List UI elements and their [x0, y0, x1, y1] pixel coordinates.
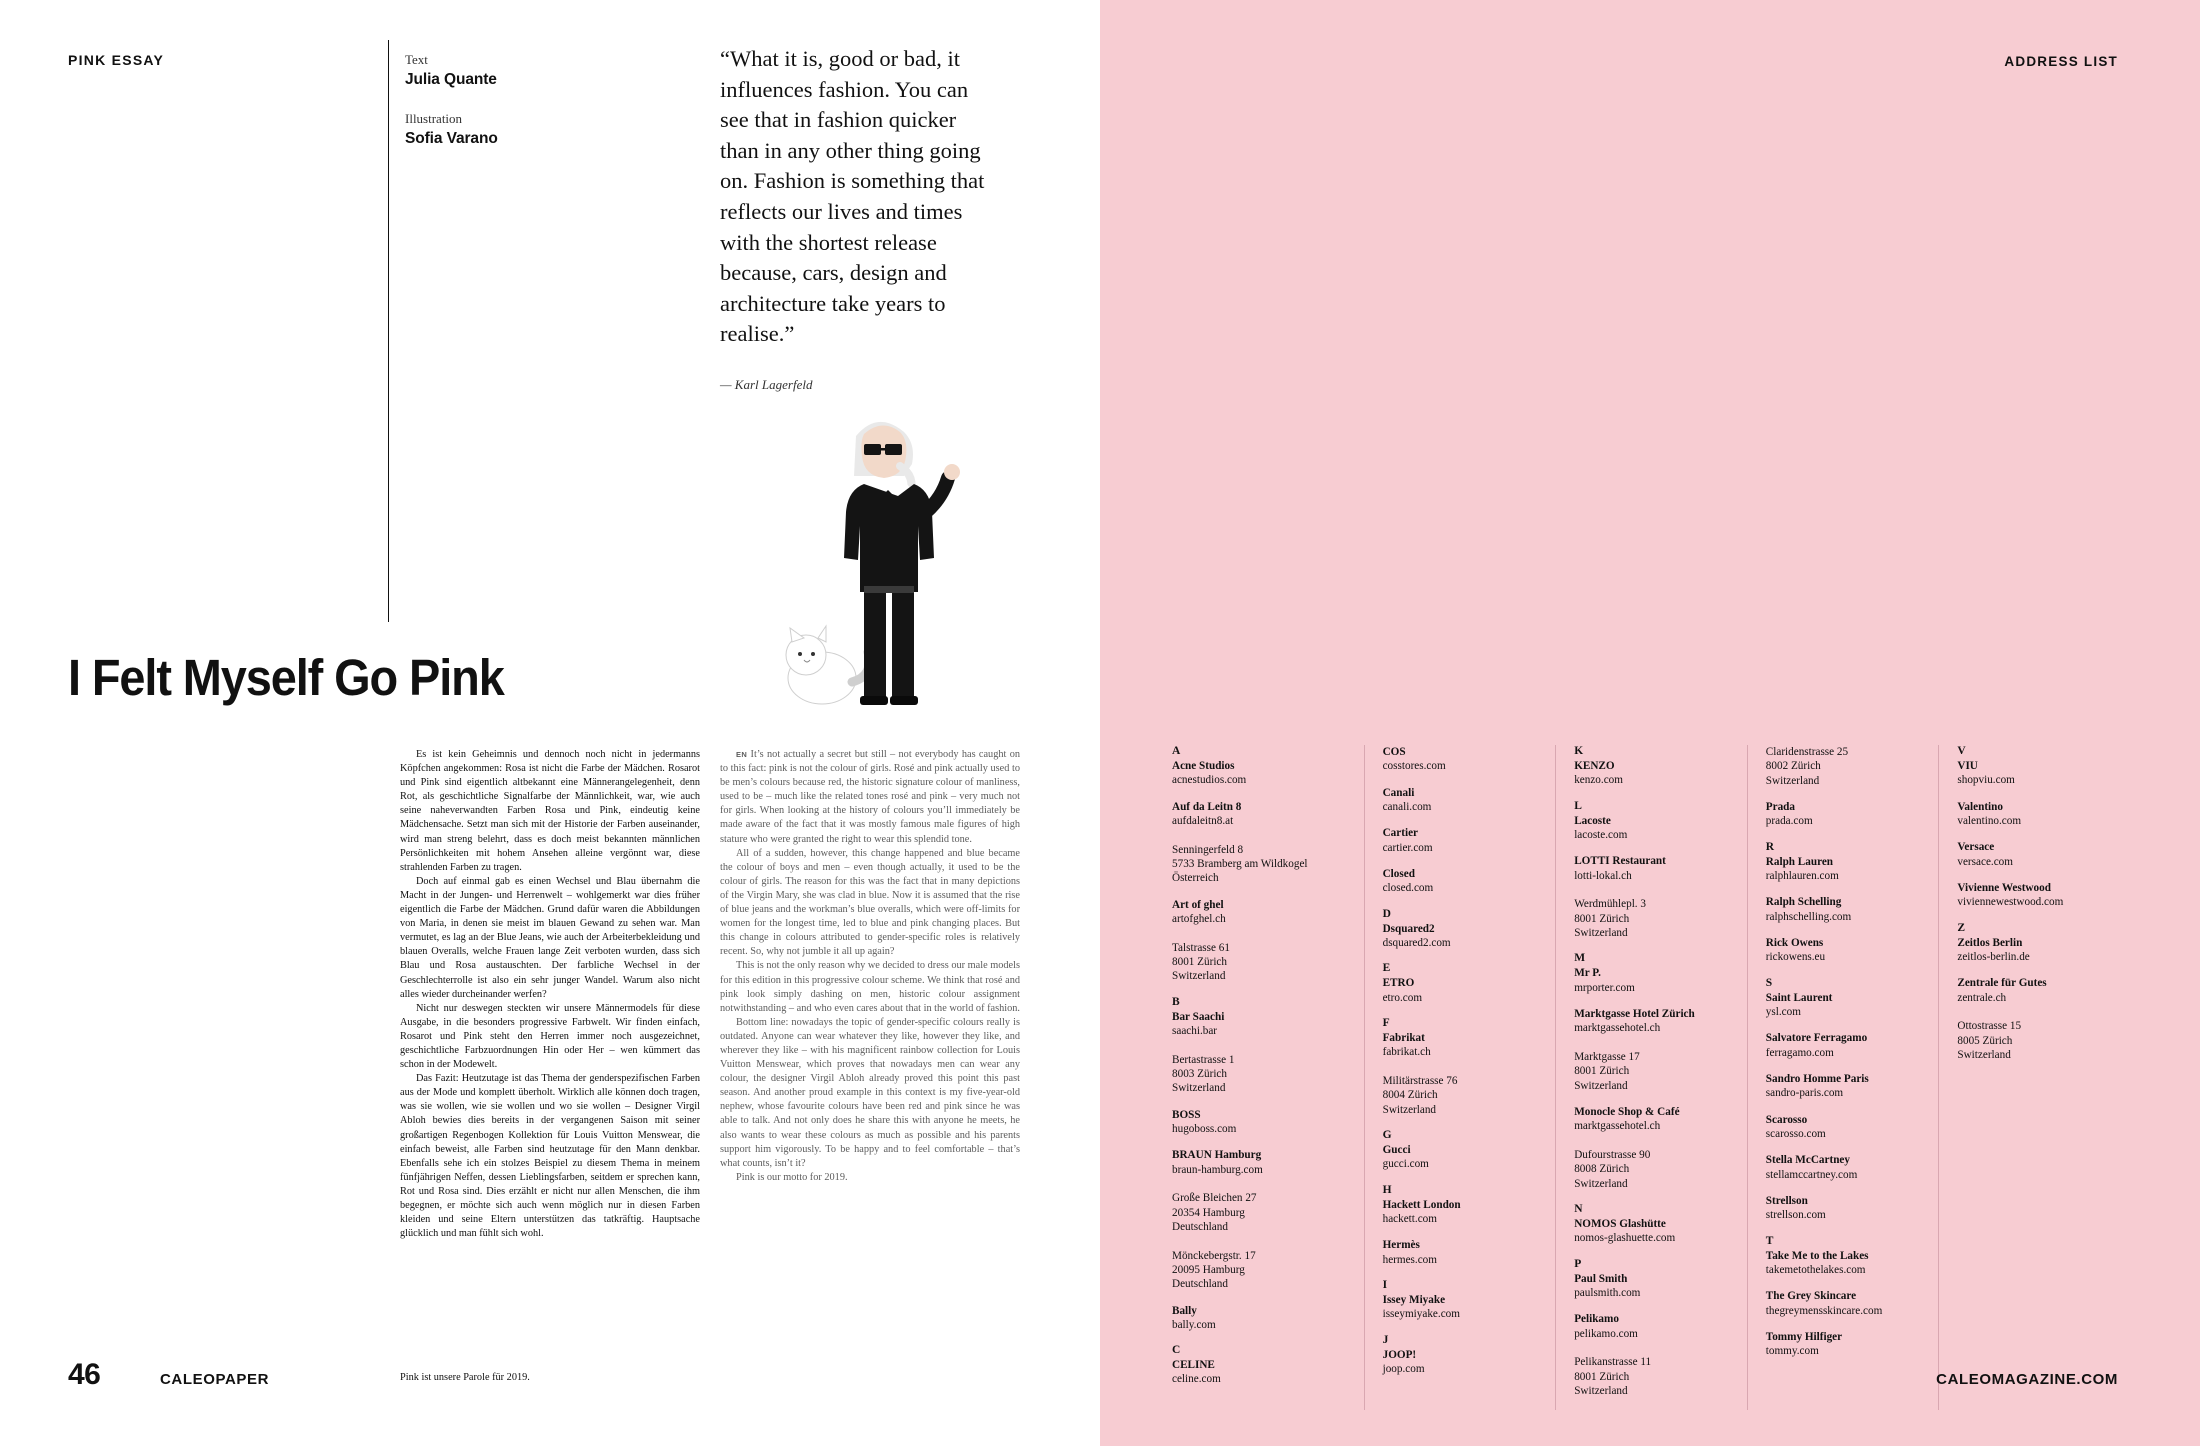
address-line: [1172, 926, 1346, 940]
alphabet-letter: B: [1172, 995, 1180, 1008]
brand-name: KENZO: [1574, 760, 1615, 772]
brand-name: Paul Smith: [1574, 1272, 1628, 1285]
paragraph: [720, 748, 1020, 847]
address-entry: [1766, 1031, 1921, 1060]
brand-website[interactable]: sandro-paris.com: [1765, 1087, 1844, 1100]
brand-website[interactable]: artofghel.ch: [1172, 912, 1226, 925]
address-entry: [1383, 786, 1538, 815]
brand-name: Valentino: [1957, 800, 2003, 813]
address-entry: [1766, 800, 1921, 829]
address-entry: [1766, 1153, 1921, 1182]
address-entry: [1383, 1198, 1538, 1227]
address-entry: [1574, 1007, 1729, 1093]
brand-name: Rick Owens: [1765, 936, 1824, 949]
paragraph: Nicht nur deswegen steckten wir unsere Männermodels für diese Ausgabe, in die besonders progressive Farbwelt. Wir finden einfach, Rosarot und Pink steht den Herren immer noch ausgezeichnet, geschichtliche Farbzuordnungen Hin oder Her – wen kümmert das schon in der Modewelt.: [400, 1002, 700, 1071]
address-entry: [1766, 1289, 1921, 1318]
address-line: Werdmühlepl. 3: [1574, 898, 1646, 911]
article-body-english: [720, 748, 1020, 1185]
address-entry: [1574, 854, 1729, 940]
address-line: 8002 Zürich: [1765, 760, 1821, 773]
address-line: Große Bleichen 27: [1172, 1192, 1257, 1205]
brand-name: Acne Studios: [1172, 760, 1235, 772]
address-line: Militärstrasse 76: [1382, 1074, 1458, 1087]
folio-brand: CALEOPAPER: [160, 1371, 270, 1388]
brand-name: BRAUN Hamburg: [1172, 1149, 1262, 1162]
brand-name: Take Me to the Lakes: [1765, 1249, 1869, 1262]
brand-website[interactable]: celine.com: [1172, 1373, 1221, 1386]
brand-name: Salvatore Ferragamo: [1765, 1032, 1868, 1045]
brand-website[interactable]: prada.com: [1765, 815, 1813, 828]
brand-name: Tommy Hilfiger: [1765, 1330, 1843, 1343]
address-entry: [1766, 1113, 1921, 1142]
address-line: [1574, 1341, 1729, 1355]
brand-name: Mr P.: [1574, 967, 1601, 980]
paragraph: Es ist kein Geheimnis und dennoch noch nicht in jedermanns Köpfchen angekommen: Rosa ist nicht die Farbe der Mädchen. Rosarot und Pink sind eigentlich altbekannt eine Männerangelegenheit, denn Rot, als geschichtliche Signalfarbe der Männlichkeit, war, wie auch seine naheverwandten Farben Rosa und Pink, eindeutig keine Mädchensache. Setzt man sich mit der Historie der Farben auseinander, wird man streng belehrt, dass es doch meist bekannten männlichen Persönlichkeiten mit hohem Ansehen alleine vergönnt war, diese strahlenden Farben zu tragen.: [400, 749, 700, 873]
address-entry: [1957, 840, 2112, 869]
address-entry: [1574, 1217, 1729, 1246]
address-line: [1574, 1036, 1729, 1050]
credit-name-illustrator: Sofia Varano: [405, 130, 498, 147]
alphabet-letter: M: [1574, 952, 1586, 965]
address-line: [1383, 1060, 1538, 1074]
alphabet-letter: R: [1765, 840, 1775, 853]
brand-website[interactable]: gucci.com: [1382, 1158, 1429, 1171]
brand-website[interactable]: hackett.com: [1382, 1212, 1437, 1225]
brand-name: Strellson: [1765, 1194, 1808, 1207]
address-column: [1364, 745, 1556, 1410]
brand-website[interactable]: ysl.com: [1765, 1005, 1801, 1018]
address-entry: [1172, 1304, 1346, 1333]
brand-name: Vivienne Westwood: [1957, 881, 2051, 894]
alphabet-letter: K: [1574, 745, 1584, 757]
brand-website[interactable]: hugoboss.com: [1172, 1122, 1237, 1135]
address-entry: [1574, 1105, 1729, 1191]
address-entry: [1957, 976, 2112, 1062]
brand-website[interactable]: paulsmith.com: [1574, 1286, 1641, 1299]
address-entry: [1172, 1010, 1346, 1096]
alphabet-letter: J: [1382, 1333, 1389, 1346]
brand-website[interactable]: cartier.com: [1382, 841, 1433, 854]
brand-name: Gucci: [1382, 1143, 1411, 1156]
brand-name: Saint Laurent: [1765, 991, 1833, 1004]
address-column: [1172, 745, 1364, 1410]
illustration-svg: [760, 400, 1020, 730]
brand-name: CELINE: [1172, 1359, 1215, 1372]
address-entry: [1383, 1348, 1538, 1377]
brand-website[interactable]: lacoste.com: [1574, 828, 1628, 841]
alphabet-letter: L: [1574, 799, 1582, 812]
alphabet-letter: G: [1382, 1128, 1392, 1141]
brand-website[interactable]: ralphschelling.com: [1765, 910, 1852, 923]
address-entry: [1383, 1143, 1538, 1172]
brand-name: Ralph Lauren: [1765, 855, 1834, 868]
brand-website[interactable]: fabrikat.ch: [1382, 1046, 1431, 1059]
address-entry: [1766, 936, 1921, 965]
brand-website[interactable]: pelikamo.com: [1574, 1327, 1638, 1340]
address-entry: [1957, 936, 2112, 965]
brand-name: Zentrale für Gutes: [1957, 977, 2047, 990]
address-line: Switzerland: [1172, 1082, 1226, 1095]
alphabet-letter: T: [1765, 1234, 1774, 1247]
address-entry: [1172, 1108, 1346, 1137]
address-entry: [1172, 898, 1346, 984]
pull-quote-attribution: — Karl Lagerfeld: [720, 376, 813, 392]
brand-website[interactable]: hermes.com: [1382, 1253, 1437, 1266]
address-line: Deutschland: [1172, 1278, 1228, 1291]
alphabet-letter: I: [1382, 1278, 1388, 1291]
paragraph-text: It’s not actually a secret but still – not everybody has caught on to this fact: pink is not the colour of girls. Rosé and pink actually used to be men’s colours because red, the historic signature colour of manliness, used to be – much like the related tones rosé and pink – very much not for girls. When looking at the history of colours you’ll immediately be made aware of the fact that it was mostly famous male figures of high stature who were granted the right to wear this splendid tone.: [720, 749, 1021, 845]
address-entry: [1574, 814, 1729, 843]
brand-name: Zeitlos Berlin: [1957, 936, 2023, 949]
brand-website[interactable]: marktgassehotel.ch: [1574, 1120, 1661, 1133]
address-entry: [1172, 759, 1346, 788]
address-entry: [1383, 826, 1538, 855]
address-entry: [1383, 1238, 1538, 1267]
brand-name: Ralph Schelling: [1765, 896, 1842, 909]
brand-name: Sandro Homme Paris: [1765, 1072, 1869, 1085]
section-kicker: PINK ESSAY: [68, 52, 165, 68]
address-line: Mönckebergstr. 17: [1172, 1249, 1256, 1262]
address-entry: [1383, 745, 1538, 774]
address-entry: [1766, 1072, 1921, 1101]
brand-website[interactable]: braun-hamburg.com: [1172, 1163, 1263, 1176]
brand-website[interactable]: ralphlauren.com: [1765, 869, 1839, 882]
address-line: 20354 Hamburg: [1172, 1206, 1245, 1219]
address-entry: [1383, 976, 1538, 1005]
paragraph: Pink is our motto for 2019.: [736, 1171, 848, 1183]
brand-website[interactable]: bally.com: [1172, 1318, 1216, 1331]
brand-name: NOMOS Glashütte: [1574, 1217, 1666, 1230]
brand-name: Stella McCartney: [1765, 1154, 1850, 1167]
address-entry: [1172, 800, 1346, 886]
address-line: Switzerland: [1574, 1177, 1628, 1190]
alphabet-letter: D: [1382, 907, 1391, 920]
address-line: 5733 Bramberg am Wildkogel: [1172, 857, 1308, 870]
address-line: Pelikanstrasse 11: [1574, 1356, 1652, 1369]
address-entry: [1766, 895, 1921, 924]
page-title: I Felt Myself Go Pink: [68, 649, 504, 706]
alphabet-letter: N: [1574, 1202, 1583, 1215]
brand-website[interactable]: lotti-lokal.ch: [1574, 869, 1632, 882]
brand-website[interactable]: canali.com: [1382, 800, 1432, 813]
brand-website[interactable]: saachi.bar: [1172, 1024, 1218, 1037]
address-line: 20095 Hamburg: [1172, 1263, 1245, 1276]
address-column: [1747, 745, 1939, 1410]
alphabet-letter: Z: [1957, 921, 1966, 934]
address-line: [1574, 883, 1729, 897]
paragraph: This is not the only reason why we decided to dress our male models for this edition in this progressive colour scheme. We think that rosé and pink look simply dashing on men, historic colour assignment notwithstanding – and who even cares about that in the world of fashion.: [720, 960, 1020, 1014]
brand-website[interactable]: cosstores.com: [1382, 760, 1446, 773]
address-column: [1938, 745, 2130, 1410]
address-entry: [1766, 745, 1921, 788]
brand-website[interactable]: closed.com: [1382, 882, 1434, 895]
address-line: [1574, 1134, 1729, 1148]
brand-name: Bally: [1172, 1304, 1197, 1317]
brand-name: Closed: [1382, 867, 1415, 880]
brand-website[interactable]: etro.com: [1382, 991, 1423, 1004]
brand-website[interactable]: thegreymensskincare.com: [1765, 1304, 1883, 1317]
address-line: [1172, 828, 1346, 842]
alphabet-letter: F: [1382, 1016, 1390, 1029]
address-line: Switzerland: [1765, 774, 1820, 787]
address-entry: [1766, 991, 1921, 1020]
paragraph: All of a sudden, however, this change happened and blue became the colour of boys and men – even though actually, it used to be the colour of girls. The reason for this was the fact that in many depictions of the Virgin Mary, she was clad in blue. Now it is assumed that the rise of blue jeans and the workman’s blue overalls, which were off-limits for women for the longest time, led to blue and pink changing places. But this change in colours attributed to gender-specific roles is relatively recent. So, why not jumble it all up again?: [720, 847, 1020, 958]
address-line: Switzerland: [1957, 1048, 2011, 1061]
language-tag: EN: [736, 750, 748, 759]
address-line: Switzerland: [1574, 926, 1628, 939]
brand-name: Canali: [1382, 786, 1415, 799]
address-entry: [1766, 1194, 1921, 1223]
brand-website[interactable]: zentrale.ch: [1957, 991, 2007, 1004]
paragraph: Doch auf einmal gab es einen Wechsel und Blau übernahm die Macht in der Jungen- und Herrenwelt – wohlgemerkt war dies früher eigentlich die Farbe der Mädchen. Grund dafür waren die Abbildungen von Maria, in denen sie meist im blauen Gewand zu sehen war. Man vermutet, es lag an der Blue Jeans, wie auch der Arbeiterbekleidung und blauen Overalls, welche Frauen lange Zeit verboten wurden, dass sich Blau und Rosa austauschten. Der farbliche Wechsel in der Geschlechterrolle ist also ein sehr junger Wandel. Warum also nicht alles wieder durcheinander werfen?: [400, 875, 700, 1000]
address-entry: [1574, 759, 1729, 788]
brand-name: Monocle Shop & Café: [1574, 1105, 1680, 1118]
website-folio: CALEOMAGAZINE.COM: [1936, 1371, 2118, 1388]
address-entry: [1383, 922, 1538, 951]
address-entry: [1383, 867, 1538, 896]
brand-website[interactable]: zeitlos-berlin.de: [1957, 950, 2030, 963]
brand-website[interactable]: marktgassehotel.ch: [1574, 1022, 1661, 1035]
brand-name: Art of ghel: [1172, 898, 1224, 911]
brand-website[interactable]: aufdaleitn8.at: [1172, 814, 1234, 827]
brand-name: COS: [1382, 746, 1406, 758]
address-line: Talstrasse 61: [1172, 941, 1230, 954]
brand-name: VIU: [1957, 760, 1978, 772]
address-line: [1957, 1005, 2112, 1019]
address-entry: [1766, 855, 1921, 884]
address-line: 8008 Zürich: [1574, 1163, 1630, 1176]
brand-website[interactable]: shopviu.com: [1957, 774, 2015, 787]
address-line: [1172, 1177, 1346, 1191]
alphabet-letter: C: [1172, 1344, 1181, 1357]
brand-website[interactable]: tommy.com: [1765, 1345, 1819, 1358]
brand-name: Prada: [1765, 800, 1795, 813]
brand-website[interactable]: scarosso.com: [1765, 1127, 1826, 1140]
brand-website[interactable]: rickowens.eu: [1765, 951, 1826, 964]
address-line: [1172, 1234, 1346, 1248]
address-line: Marktgasse 17: [1574, 1050, 1640, 1063]
credit-label-text: Text: [405, 52, 428, 67]
brand-name: JOOP!: [1382, 1348, 1417, 1361]
brand-website[interactable]: kenzo.com: [1574, 774, 1623, 787]
address-line: Claridenstrasse 25: [1765, 746, 1849, 758]
brand-website[interactable]: nomos-glashuette.com: [1574, 1232, 1676, 1245]
address-entry: [1957, 800, 2112, 829]
german-closing-line: Pink ist unsere Parole für 2019.: [400, 1372, 530, 1383]
brand-name: Cartier: [1382, 827, 1418, 840]
address-line: Senningerfeld 8: [1172, 843, 1244, 856]
brand-website[interactable]: mrporter.com: [1574, 981, 1635, 994]
address-entry: [1383, 1031, 1538, 1117]
brand-name: Pelikamo: [1574, 1313, 1619, 1326]
address-entry: [1172, 1358, 1346, 1387]
brand-name: Issey Miyake: [1382, 1293, 1446, 1306]
alphabet-letter: A: [1172, 745, 1181, 757]
address-entry: [1957, 759, 2112, 788]
address-line: Ottostrasse 15: [1957, 1020, 2022, 1033]
address-entry: [1574, 966, 1729, 995]
brand-name: Auf da Leitn 8: [1172, 800, 1242, 813]
address-column: [1555, 745, 1747, 1410]
right-page: [1100, 0, 2200, 1446]
address-line: Switzerland: [1574, 1384, 1628, 1397]
address-line: 8004 Zürich: [1382, 1089, 1438, 1102]
alphabet-letter: V: [1957, 745, 1966, 757]
man-figure: [844, 422, 960, 705]
address-line: Österreich: [1172, 872, 1219, 885]
address-entry: [1957, 881, 2112, 910]
address-line: Deutschland: [1172, 1220, 1228, 1233]
address-entry: [1172, 1148, 1346, 1291]
brand-name: Hermès: [1382, 1239, 1420, 1252]
brand-website[interactable]: stellamccartney.com: [1765, 1168, 1858, 1181]
brand-name: Hackett London: [1382, 1198, 1461, 1211]
address-line: 8005 Zürich: [1957, 1034, 2013, 1047]
brand-website[interactable]: isseymiyake.com: [1382, 1308, 1460, 1321]
pull-quote-text: “What it is, good or bad, it influences fashion. You can see that in fashion quicker than in any other thing going on. Fashion is something that reflects our lives and times with the shortest release because, cars, design and architecture take years to realise.”: [720, 46, 985, 347]
brand-website[interactable]: acnestudios.com: [1172, 774, 1247, 787]
brand-website[interactable]: dsquared2.com: [1382, 936, 1451, 949]
address-line: 8001 Zürich: [1172, 955, 1227, 968]
brand-website[interactable]: ferragamo.com: [1765, 1046, 1834, 1059]
brand-name: BOSS: [1172, 1108, 1201, 1121]
brand-name: Versace: [1957, 841, 1995, 854]
brand-name: Fabrikat: [1382, 1031, 1425, 1044]
brand-name: ETRO: [1382, 977, 1415, 990]
address-line: 8001 Zürich: [1574, 1370, 1630, 1383]
brand-website[interactable]: takemetothelakes.com: [1765, 1263, 1866, 1276]
address-entry: [1766, 1249, 1921, 1278]
cat-shape: [786, 626, 869, 704]
brand-name: Lacoste: [1574, 814, 1611, 827]
brand-website[interactable]: joop.com: [1382, 1362, 1425, 1375]
brand-name: Scarosso: [1765, 1113, 1808, 1126]
brand-website[interactable]: versace.com: [1957, 855, 2013, 868]
credit-name-author: Julia Quante: [405, 71, 497, 88]
alphabet-letter: S: [1765, 976, 1773, 989]
alphabet-letter: E: [1382, 962, 1391, 975]
address-line: Switzerland: [1172, 970, 1226, 983]
brand-website[interactable]: viviennewestwood.com: [1957, 896, 2064, 909]
folio-page-number: 46: [68, 1358, 101, 1391]
address-line: [1172, 1038, 1346, 1052]
illustration-karl-lagerfeld: [760, 400, 1020, 730]
address-list-header: ADDRESS LIST: [2004, 54, 2118, 69]
address-line: Switzerland: [1382, 1103, 1437, 1116]
brand-name: Marktgasse Hotel Zürich: [1574, 1007, 1695, 1020]
alphabet-letter: H: [1382, 1183, 1392, 1196]
brand-website[interactable]: valentino.com: [1957, 814, 2022, 827]
address-line: Bertastrasse 1: [1172, 1053, 1235, 1066]
alphabet-letter: P: [1574, 1257, 1582, 1270]
address-list-grid: [1172, 745, 2130, 1410]
brand-name: Bar Saachi: [1172, 1010, 1225, 1023]
pull-quote: [720, 44, 995, 394]
article-body-german: [400, 748, 700, 1241]
brand-name: Dsquared2: [1382, 922, 1435, 935]
address-entry: [1574, 1312, 1729, 1398]
credit-label-illustration: Illustration: [405, 111, 463, 126]
brand-website[interactable]: strellson.com: [1765, 1209, 1826, 1222]
address-line: 8003 Zürich: [1172, 1067, 1227, 1080]
paragraph: Das Fazit: Heutzutage ist das Thema der genderspezifischen Farben aus der Mode und komplett überholt. Wirklich alle können doch tragen, was sie wollen, wie sie wollen und wo sie wollen – Designer Virgil Abloh bewies dies bereits in der vergangenen Saison mit seiner großartigen Regenbogen Kollektion für Louis Vuitton Menswear, die einfach beweist, alle Farben sind heutzutage für den Mann denkbar. Ebenfalls sehe ich ein stolzes Beispiel zu diesem Thema in meinem fünfjährigen Neffen, dessen Lieblingsfarben, seitdem er sprechen kann, Rot und Rosa sind. Dies erzählt er nicht nur allen Menschen, die ihm begegnen, er möchte sich auch wenn möglich nur in diesen Farben kleiden und seine Eltern unterstützen das tatkräftig. Hauptsache glücklich und man fühlt sich wohl.: [400, 1073, 700, 1240]
brand-name: The Grey Skincare: [1765, 1290, 1857, 1303]
address-entry: [1383, 1293, 1538, 1322]
address-line: Dufourstrasse 90: [1574, 1148, 1651, 1161]
address-line: 8001 Zürich: [1574, 1065, 1630, 1078]
address-line: Switzerland: [1574, 1079, 1628, 1092]
brand-name: LOTTI Restaurant: [1574, 855, 1666, 868]
address-entry: [1766, 1330, 1921, 1359]
paragraph: Bottom line: nowadays the topic of gender-specific colours really is outdated. Anyone can wear whatever they like, however they like, and wherever they like – with his magnificent rainbow collection for Louis Vuitton Menswear, which proves that nowadays men can wear any colour, the designer Virgil Abloh already proved this point this past season. And another proud example in this context is my five-year-old nephew, whose favourite colours have been red and pink since he was able to talk. And not only does he share this with anyone he meets, he also wants to wear these colours as much as possible and his parents support him vigorously. To be happy and to feel comfortable – that’s what counts, isn’t it?: [720, 1016, 1020, 1169]
address-entry: [1574, 1272, 1729, 1301]
vertical-divider: [388, 40, 389, 622]
address-line: 8001 Zürich: [1574, 912, 1630, 925]
credits-block: [405, 52, 585, 170]
